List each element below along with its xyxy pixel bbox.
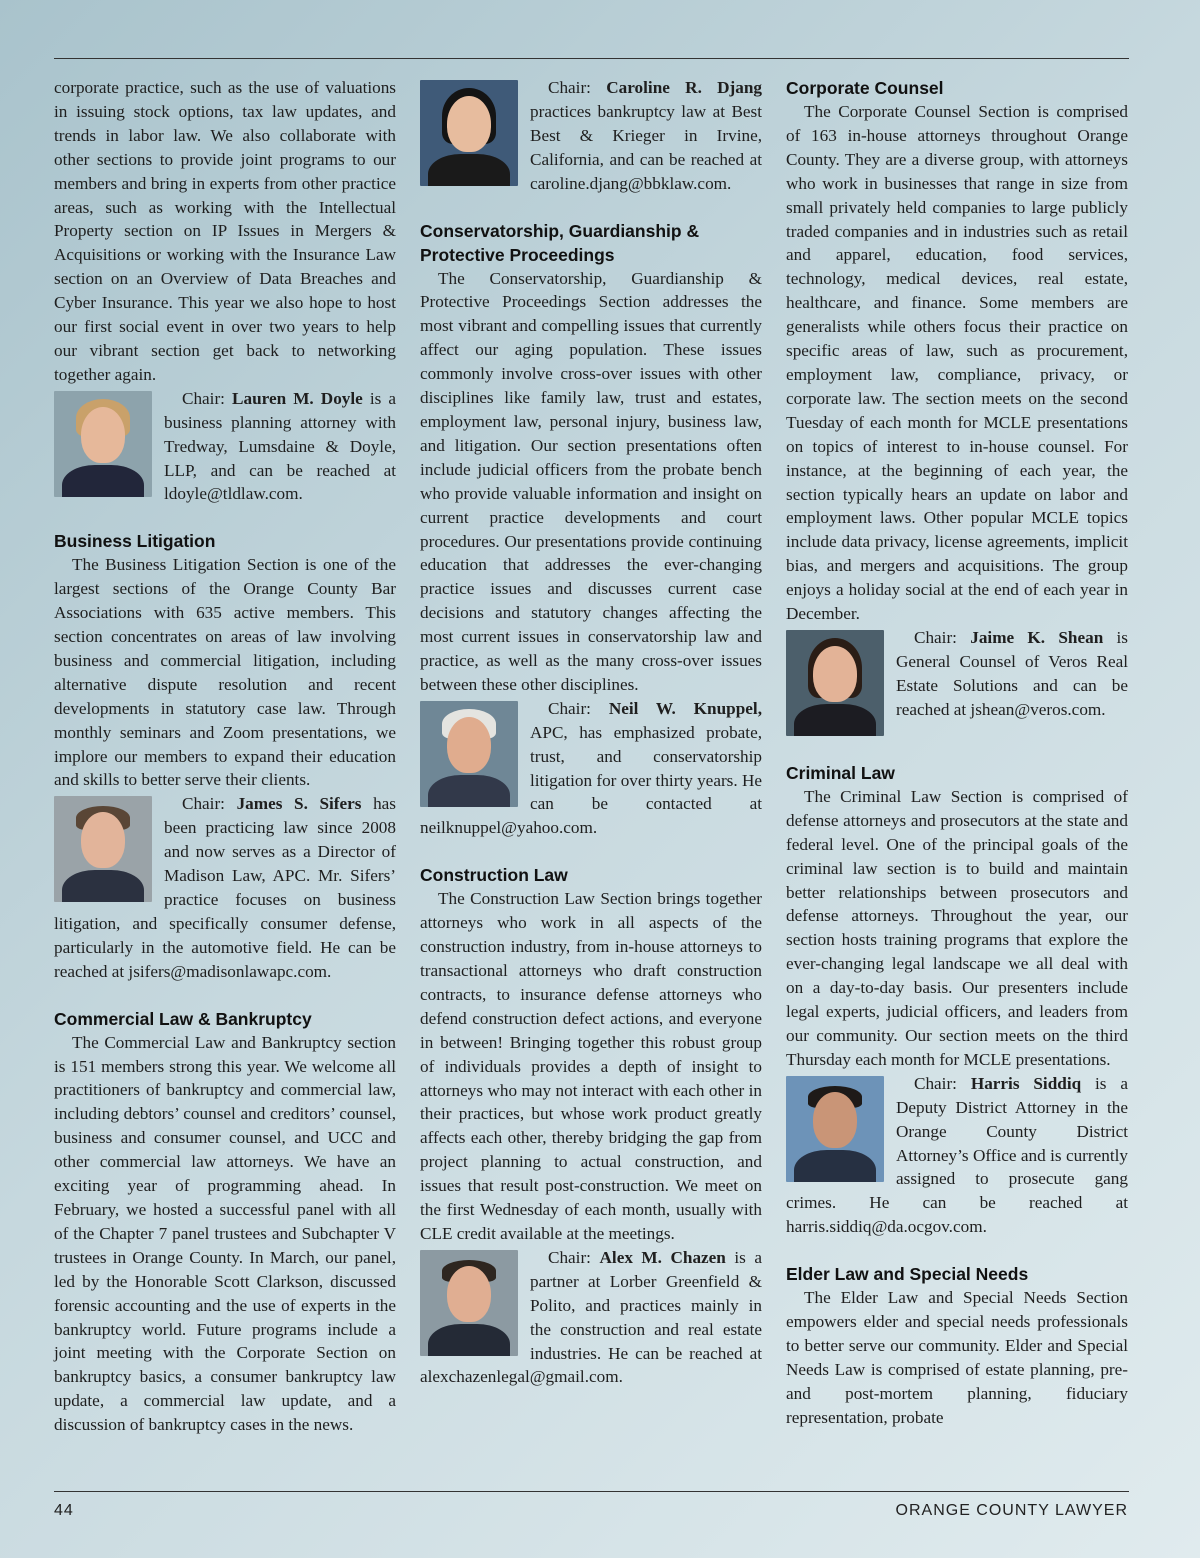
publication-name: ORANGE COUNTY LAWYER xyxy=(895,1502,1128,1519)
chair-name: Alex M. Chazen xyxy=(599,1247,726,1267)
photo-harris-siddiq xyxy=(786,1076,884,1182)
photo-neil-knuppel xyxy=(420,701,518,807)
bottom-rule xyxy=(54,1491,1129,1492)
conservatorship-body: The Conservatorship, Guardianship & Protective Proceedings Section addresses the most vibrant and compelling issues that currently affect our aging population. These issues commonly involve cross-over issues with other disciplines like family law, trust and estates, employment law, personal injury, business law, and litigation. Our section presentations often include judicial officers from the probate bench who provide valuable information and insight on current practice developments and court procedures. Our presentations provide continuing education that addresses the ever-changing practice issues and discusses current case decisions and statutory changes affecting the most current issues in conservatorship law and practice, as well as the many cross-over issues between these other disciplines. xyxy=(420,268,762,694)
chair-siddiq: Chair: Harris Siddiq is a Deputy District Attorney in the Orange County District Attorney’s Office and is currently assigned to prosecute gang crimes. He can be reached at harris.siddiq@da.ocgov.com. xyxy=(786,1073,1128,1237)
top-rule xyxy=(54,58,1129,59)
section-heading-criminal-law: Criminal Law xyxy=(786,762,895,783)
photo-alex-chazen xyxy=(420,1250,518,1356)
chair-name: Neil W. Knuppel, xyxy=(608,698,762,718)
photo-lauren-doyle xyxy=(54,391,152,497)
chair-name: Harris Siddiq xyxy=(970,1073,1082,1093)
photo-caroline-djang xyxy=(420,80,518,186)
photo-james-sifers xyxy=(54,796,152,902)
chair-name: James S. Sifers xyxy=(236,794,362,814)
column-2 xyxy=(420,76,762,1389)
page-number: 44 xyxy=(54,1502,74,1519)
intro-paragraph: corporate practice, such as the use of valuations in issuing stock options, tax law updates, and trends in labor law. We also collaborate with other sections to provide joint programs to our members and bring in experts from other practice areas, such as working with the Intellectual Property section on IP Issues in Mergers & Acquisitions or working with the Insurance Law section on an Overview of Data Breaches and Cyber Insurance. This year we also hope to host our first social event in over two years to help our vibrant section get back to networking together again. xyxy=(54,78,396,384)
commercial-law-body: The Commercial Law and Bankruptcy section is 151 members strong this year. We welcome all practitioners of bankruptcy and commercial law, including debtors’ counsel and creditors’ counsel, business and consumer counsel, and UCC and other commercial law attorneys. We have an exciting year of programming ahead. In February, we hosted a successful panel with all of the Chapter 7 panel trustees and Subchapter V trustees in Orange County. In March, our panel, led by the Honorable Scott Clarkson, discussed forensic accounting and the use of experts in the bankruptcy world. Future programs include a joint meeting with the Corporate Section on bankruptcy basics, a consumer bankruptcy law update, a commercial law update, and a discussion of bankruptcy cases in the news. xyxy=(54,1032,396,1435)
column-1 xyxy=(54,76,396,1437)
corporate-counsel-body: The Corporate Counsel Section is comprised of 163 in-house attorneys throughout Orange County. They are a diverse group, with attorneys who work in businesses that range in size from small privately held companies to large publicly traded companies and in industries such as retail and apparel, education, food services, technology, medical devices, real estate, healthcare, and finance. Some members are generalists while others focus their practice on specific areas of law, such as procurement, employment law, compliance, privacy, or corporate law. The section meets on the second Tuesday of each month for MCLE presentations on topics of interest to in-house counsel. For instance, at the beginning of each year, the section typically hears an update on labor and employment laws. Other popular MCLE topics include data privacy, license agreements, implicit bias, and mergers and acquisitions. The group enjoys a holiday social at the end of each year in December. xyxy=(786,102,1128,624)
business-litigation-body: The Business Litigation Section is one of the largest sections of the Orange County Bar Associations with 635 active members. This section concentrates on areas of law involving business and commercial litigation, including alternative dispute resolution and recent developments in statutory case law. Through monthly seminars and Zoom presentations, we implore our members to expand their education and skills to better serve their clients. xyxy=(54,555,396,790)
chair-shean: Chair: Jaime K. Shean is General Counsel of Veros Real Estate Solutions and can be reached at jshean@veros.com. xyxy=(786,626,1128,738)
section-heading-construction: Construction Law xyxy=(420,865,568,886)
chair-chazen: Chair: Alex M. Chazen is a partner at Lorber Greenfield & Polito, and practices mainly in the construction and real estate industries. He can be reached at alexchazenlegal@gmail.com. xyxy=(420,1247,762,1387)
chair-name: Caroline R. Djang xyxy=(606,78,762,97)
section-heading-business-litigation: Business Litigation xyxy=(54,531,216,552)
section-heading-corporate-counsel: Corporate Counsel xyxy=(786,78,944,98)
column-3 xyxy=(786,76,1128,1430)
construction-body: The Construction Law Section brings together attorneys who work in all aspects of the construction industry, from in-house attorneys to transactional attorneys who draft construction contracts, to insurance defense attorneys who defend construction defect actions, and everyone in between! Bringing together this robust group of individuals provides a depth of insight to attorneys who may not interact with each other in their practices, but whose work product greatly affects each other, thereby bridging the gap from project planning to actual construction, and issues that result post-construction. We meet on the first Wednesday of each month, usually with CLE credit available at the meetings. xyxy=(420,889,762,1243)
section-heading-elder-law: Elder Law and Special Needs xyxy=(786,1264,1029,1285)
chair-sifers: Chair: James S. Sifers has been practicing law since 2008 and now serves as a Director of Madison Law, APC. Mr. Sifers’ practice focuses on business litigation, and specifically consumer defense, particularly in the automotive field. He can be reached at jsifers@madisonlawapc.com. xyxy=(54,794,396,981)
section-heading-commercial-law: Commercial Law & Bankruptcy xyxy=(54,1008,312,1029)
criminal-law-body: The Criminal Law Section is comprised of defense attorneys and prosecutors at the state and federal level. One of the principal goals of the criminal law section is to build and maintain better relationships between prosecutors and defense attorneys. Throughout the year, our section hosts training programs that explore the ever-changing legal landscape we all deal with on a day-to-day basis. Our presenters include legal experts, judicial officers, and leaders from our community. Our section meets on the third Thursday each month for MCLE presentations. xyxy=(786,786,1128,1069)
elder-law-body: The Elder Law and Special Needs Section empowers elder and special needs professionals to better serve our community. Elder and Special Needs Law is comprised of estate planning, pre-and post-mortem planning, fiduciary representation, probate xyxy=(786,1288,1128,1427)
chair-knuppel: Chair: Neil W. Knuppel, APC, has emphasized probate, trust, and conservatorship litigation for over thirty years. He can be contacted at neilknuppel@yahoo.com. xyxy=(420,698,762,838)
photo-jaime-shean xyxy=(786,630,884,736)
section-heading-conservatorship: Conservatorship, Guardianship & Protective Proceedings xyxy=(420,220,700,265)
chair-doyle: Chair: Lauren M. Doyle is a business planning attorney with Tredway, Lumsdaine & Doyle, LLP, and can be reached at ldoyle@tldlaw.com. xyxy=(54,387,396,507)
chair-name: Jaime K. Shean xyxy=(970,627,1104,647)
chair-name: Lauren M. Doyle xyxy=(232,388,363,408)
chair-djang: Chair: Caroline R. Djang practices bankruptcy law at Best Best & Krieger in Irvine, California, and can be reached at caroline.djang@bbklaw.com. xyxy=(420,76,762,196)
